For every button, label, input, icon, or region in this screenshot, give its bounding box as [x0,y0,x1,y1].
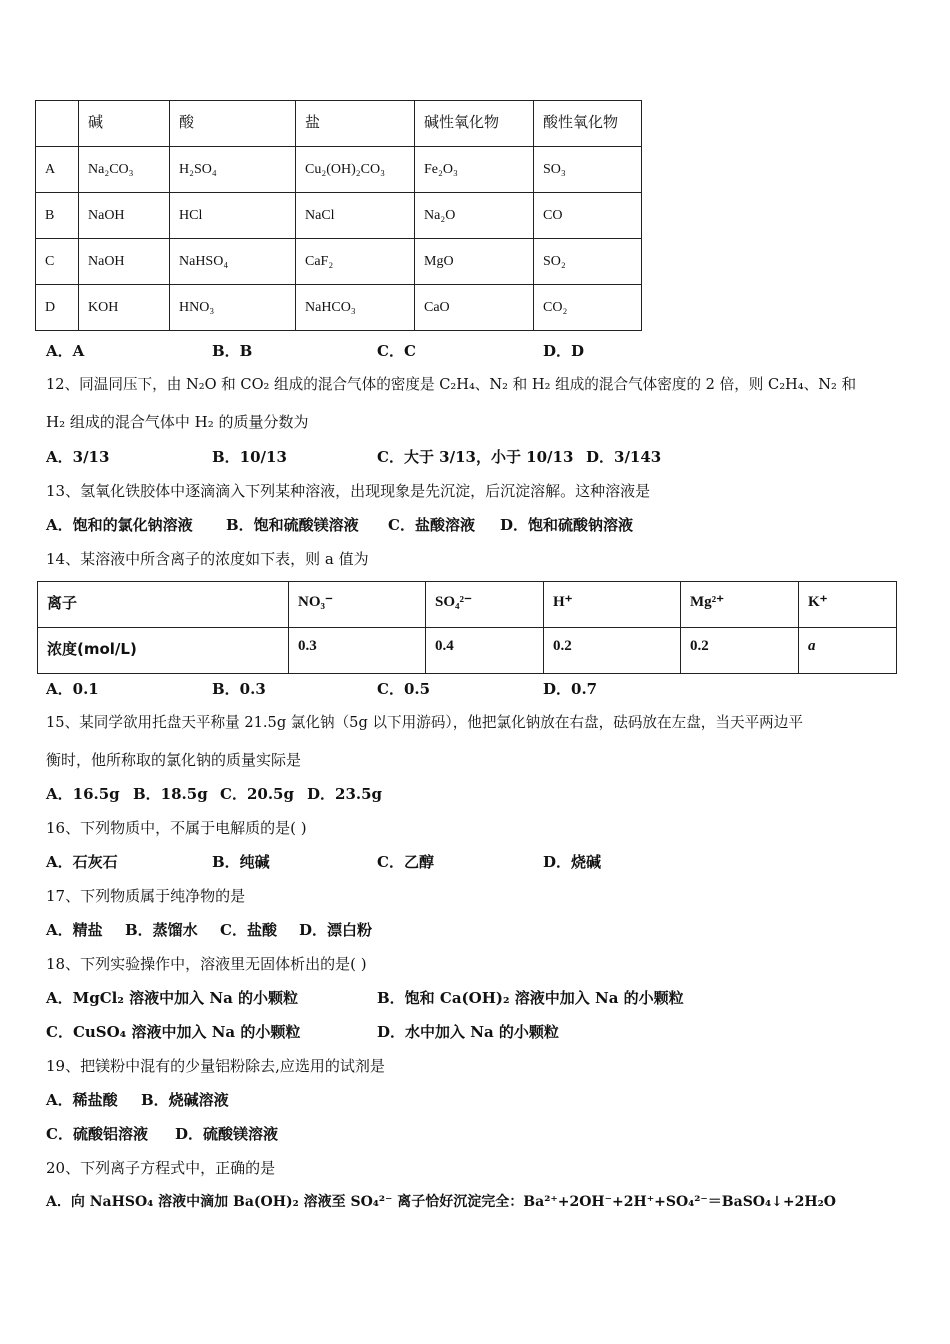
table-cell: 0.2 [544,628,681,674]
q17-option-d[interactable]: D．漂白粉 [299,921,373,939]
q14-option-a[interactable]: A．0.1 [46,680,99,698]
table-header-cell: 酸 [170,101,296,147]
table-cell: CO [534,193,642,239]
q15-option-d[interactable]: D．23.5g [307,785,383,803]
table-cell: 浓度(mol/L) [38,628,289,674]
table-cell: NaOH [79,239,170,285]
q14-option-d[interactable]: D．0.7 [543,680,598,698]
table-cell: HCl [170,193,296,239]
q15-option-a[interactable]: A．16.5g [46,785,120,803]
q13-option-d[interactable]: D．饱和硫酸钠溶液 [500,516,634,534]
table-cell: C [36,239,79,285]
table-header-cell: 碱 [79,101,170,147]
table-cell: Na₂CO₃ [79,147,170,193]
table-row [36,239,642,285]
table-cell: CaF₂ [296,239,415,285]
table-cell: a [799,628,897,674]
q13-option-c[interactable]: C．盐酸溶液 [388,516,475,534]
table-cell: HNO₃ [170,285,296,331]
table-cell: Cu₂(OH)₂CO₃ [296,147,415,193]
q16-stem: 16、下列物质中，不属于电解质的是( ) [46,819,307,837]
table-header-row [38,582,897,628]
q18-option-c[interactable]: C．CuSO₄ 溶液中加入 Na 的小颗粒 [46,1023,301,1041]
q18-option-d[interactable]: D．水中加入 Na 的小颗粒 [377,1023,559,1041]
table-cell: SO₃ [534,147,642,193]
q12-stem-line1: 12、同温同压下，由 N₂O 和 CO₂ 组成的混合气体的密度是 C₂H₄、N₂ 和 H₂ 组成的混合气体密度的 2 倍，则 C₂H₄、N₂ 和 [46,376,857,393]
table-cell: 0.4 [426,628,544,674]
table-header-cell: 盐 [296,101,415,147]
table-cell: Fe₂O₃ [415,147,534,193]
table-cell: KOH [79,285,170,331]
q12-option-b[interactable]: B．10/13 [212,448,287,466]
table-cell: SO₂ [534,239,642,285]
q11-option-d[interactable]: D．D [543,342,585,360]
table-cell: NaCl [296,193,415,239]
q18-stem: 18、下列实验操作中，溶液里无固体析出的是( ) [46,955,367,973]
q15-option-c[interactable]: C．20.5g [220,785,294,803]
q17-option-c[interactable]: C．盐酸 [220,921,277,939]
q20-stem: 20、下列离子方程式中，正确的是 [46,1159,276,1177]
q13-option-b[interactable]: B．饱和硫酸镁溶液 [226,516,359,534]
q15-stem-line1: 15、某同学欲用托盘天平称量 21.5g 氯化钠（5g 以下用游码），他把氯化钠放在右盘，砝码放在左盘，当天平两边平 [46,714,803,731]
q19-stem: 19、把镁粉中混有的少量铝粉除去,应选用的试剂是 [46,1057,385,1075]
q13-stem: 13、氢氧化铁胶体中逐滴滴入下列某种溶液，出现现象是先沉淀，后沉淀溶解。这种溶液是 [46,482,651,500]
q19-option-d[interactable]: D．硫酸镁溶液 [175,1125,279,1143]
q18-option-a[interactable]: A．MgCl₂ 溶液中加入 Na 的小颗粒 [46,989,299,1007]
q11-option-a[interactable]: A．A [46,342,85,360]
table-cell: D [36,285,79,331]
q13-option-a[interactable]: A．饱和的氯化钠溶液 [46,516,193,534]
q16-option-c[interactable]: C．乙醇 [377,853,434,871]
q17-stem: 17、下列物质属于纯净物的是 [46,887,246,905]
q11-classification-table [35,100,642,331]
table-cell: CO₂ [534,285,642,331]
table-cell: 0.2 [681,628,799,674]
q14-stem: 14、某溶液中所含离子的浓度如下表，则 a 值为 [46,550,369,568]
table-row [36,285,642,331]
table-cell: MgO [415,239,534,285]
table-header-cell: H⁺ [544,582,681,628]
q14-option-c[interactable]: C．0.5 [377,680,431,698]
table-header-cell: NO₃⁻ [289,582,426,628]
table-cell: B [36,193,79,239]
table-header-cell: 碱性氧化物 [415,101,534,147]
q12-option-a[interactable]: A．3/13 [46,448,110,466]
q19-option-a[interactable]: A．稀盐酸 [46,1091,118,1109]
table-cell: Na₂O [415,193,534,239]
q15-option-b[interactable]: B．18.5g [133,785,208,803]
q16-option-a[interactable]: A．石灰石 [46,853,118,871]
q16-option-b[interactable]: B．纯碱 [212,853,270,871]
q12-option-c[interactable]: C．大于 3/13，小于 10/13 [377,448,574,466]
q19-option-c[interactable]: C．硫酸铝溶液 [46,1125,148,1143]
q14-option-b[interactable]: B．0.3 [212,680,266,698]
q11-option-c[interactable]: C．C [377,342,416,360]
table-cell: NaHSO₄ [170,239,296,285]
table-cell: CaO [415,285,534,331]
table-cell: A [36,147,79,193]
q17-option-b[interactable]: B．蒸馏水 [125,921,198,939]
q18-option-b[interactable]: B．饱和 Ca(OH)₂ 溶液中加入 Na 的小颗粒 [377,989,684,1007]
table-header-row [36,101,642,147]
q20-option-a[interactable]: A．向 NaHSO₄ 溶液中滴加 Ba(OH)₂ 溶液至 SO₄²⁻ 离子恰好沉淀完全：Ba²⁺+2OH⁻+2H⁺+SO₄²⁻＝BaSO₄↓+2H₂O [46,1194,836,1210]
table-header-cell: SO₄²⁻ [426,582,544,628]
table-row [38,628,897,674]
table-header-cell: 酸性氧化物 [534,101,642,147]
q12-option-d[interactable]: D．3/143 [586,448,662,466]
table-cell: H₂SO₄ [170,147,296,193]
table-header-cell: 离子 [38,582,289,628]
table-row [36,193,642,239]
q17-option-a[interactable]: A．精盐 [46,921,103,939]
table-cell: NaHCO₃ [296,285,415,331]
q16-option-d[interactable]: D．烧碱 [543,853,602,871]
q14-ion-concentration-table [37,581,897,674]
table-row [36,147,642,193]
table-cell: 0.3 [289,628,426,674]
q19-option-b[interactable]: B．烧碱溶液 [141,1091,229,1109]
q15-stem-line2: 衡时，他所称取的氯化钠的质量实际是 [46,751,302,769]
q11-option-b[interactable]: B．B [212,342,253,360]
table-cell: NaOH [79,193,170,239]
q12-stem-line2: H₂ 组成的混合气体中 H₂ 的质量分数为 [46,413,309,431]
table-header-cell [36,101,79,147]
table-header-cell: Mg²⁺ [681,582,799,628]
table-header-cell: K⁺ [799,582,897,628]
